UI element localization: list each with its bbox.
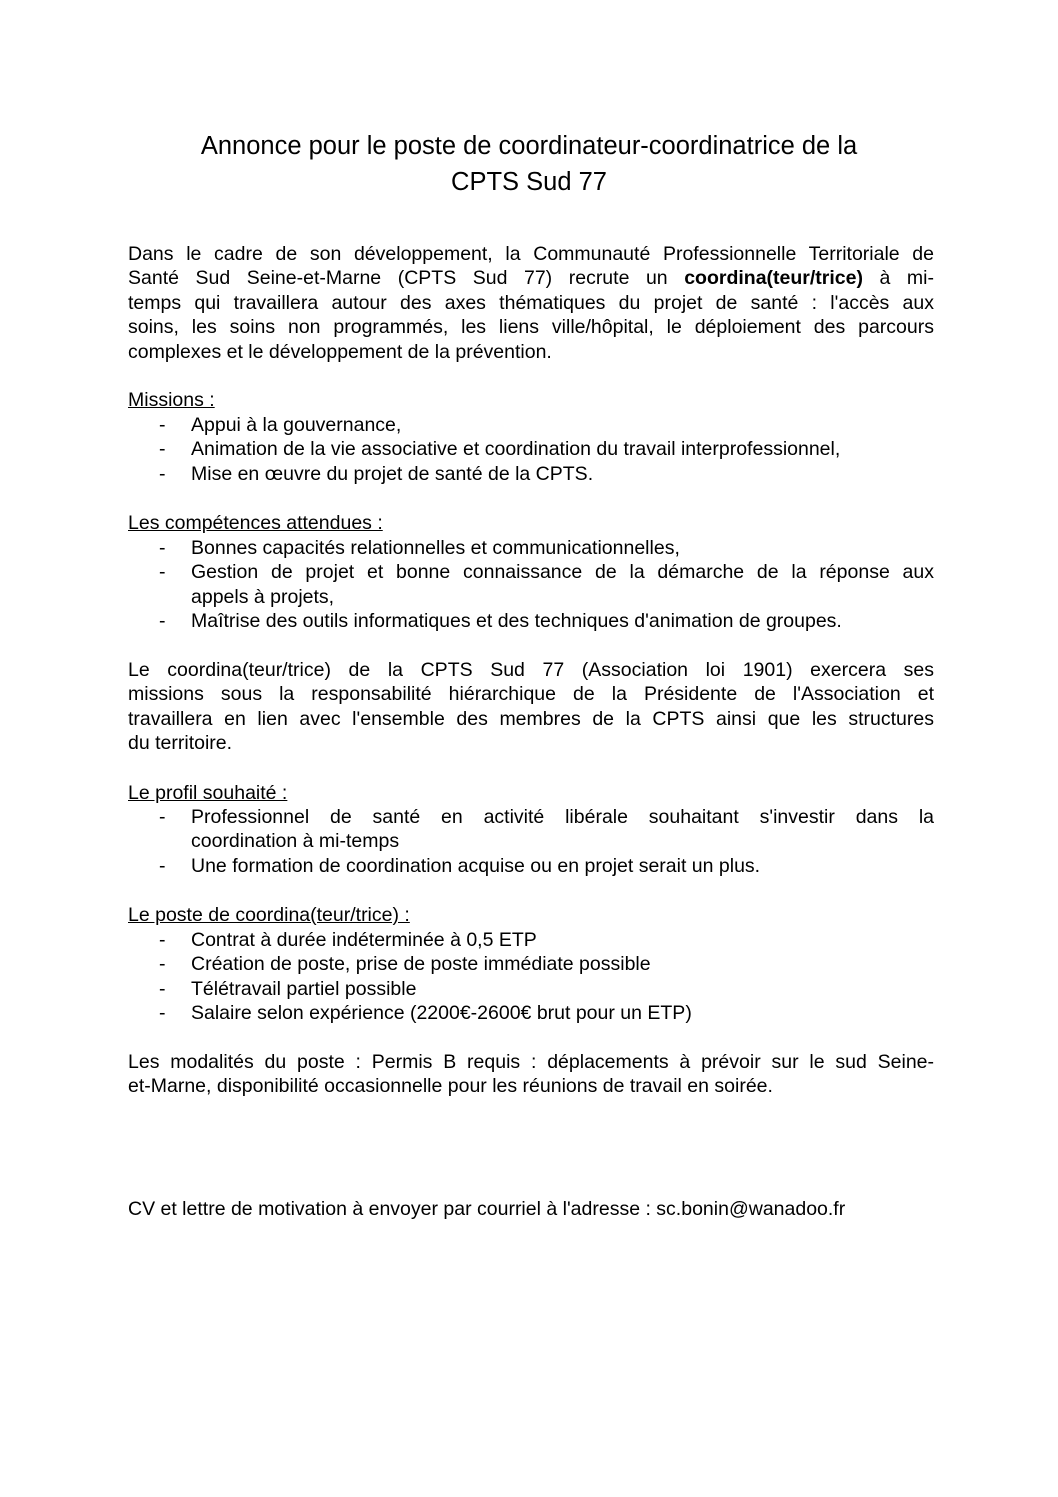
profil-list — [128, 805, 934, 878]
missions-heading: Missions : — [128, 389, 215, 411]
bullet-dash: - — [159, 806, 166, 828]
intro-line-4: soins, les soins non programmés, les liens ville/hôpital, le déploiement des parcours — [128, 316, 934, 339]
list-item: - Professionnel de santé en activité libérale souhaitant s'investir dans la coordination à mi-temps — [159, 806, 934, 853]
list-item: - Mise en œuvre du projet de santé de la CPTS. — [159, 462, 594, 485]
contact-line: CV et lettre de motivation à envoyer par courriel à l'adresse : sc.bonin@wanadoo.fr — [128, 1198, 846, 1220]
intro-paragraph — [128, 242, 934, 364]
association-line-2: missions sous la responsabilité hiérarchique de la Présidente de l'Association et — [128, 683, 934, 706]
list-item: - Appui à la gouvernance, — [159, 414, 402, 436]
association-line-4: du territoire. — [128, 732, 233, 755]
intro-line-3: temps qui travaillera autour des axes thématiques du projet de santé : l'accès aux — [128, 291, 934, 314]
bullet-dash: - — [159, 462, 166, 485]
bullet-dash: - — [159, 977, 166, 1000]
modalites-line-2: et-Marne, disponibilité occasionnelle pour les réunions de travail en soirée. — [128, 1075, 773, 1098]
list-item: - Création de poste, prise de poste immédiate possible — [159, 953, 651, 976]
profil-heading: Le profil souhaité : — [128, 782, 288, 804]
list-item: - Bonnes capacités relationnelles et communicationnelles, — [159, 537, 680, 559]
contact-paragraph — [128, 1197, 934, 1221]
poste-list — [128, 928, 934, 1026]
intro-line-5: complexes et le développement de la prévention. — [128, 340, 552, 363]
page-title — [100, 128, 958, 200]
list-item: - Une formation de coordination acquise ou en projet serait un plus. — [159, 854, 761, 877]
bullet-dash: - — [159, 561, 166, 584]
bullet-dash: - — [159, 610, 166, 633]
bullet-dash: - — [159, 1002, 166, 1025]
intro-line-1: Dans le cadre de son développement, la Communauté Professionnelle Territoriale de — [128, 243, 934, 265]
modalites-line-1: Les modalités du poste : Permis B requis : déplacements à prévoir sur le sud Seine- — [128, 1051, 934, 1073]
bullet-dash: - — [159, 414, 166, 436]
competences-list — [128, 536, 934, 634]
list-item: - Contrat à durée indéterminée à 0,5 ETP — [159, 929, 537, 951]
list-item: - Télétravail partiel possible — [159, 977, 417, 1000]
title-line-2: CPTS Sud 77 — [451, 168, 607, 196]
list-item: - Salaire selon expérience (2200€-2600€ brut pour un ETP) — [159, 1002, 692, 1025]
title-line-1: Annonce pour le poste de coordinateur-coordinatrice de la — [200, 132, 858, 160]
association-line-1: Le coordina(teur/trice) de la CPTS Sud 77 (Association loi 1901) exercera ses — [128, 659, 934, 681]
association-line-3: travaillera en lien avec l'ensemble des membres de la CPTS ainsi que les structures — [128, 707, 934, 730]
bullet-dash: - — [159, 854, 166, 877]
association-paragraph — [128, 658, 934, 756]
list-item: - Animation de la vie associative et coordination du travail interprofessionnel, — [159, 438, 841, 461]
list-item: - Gestion de projet et bonne connaissance de la démarche de la réponse aux appels à projets, — [159, 561, 934, 608]
competences-heading: Les compétences attendues : — [128, 512, 383, 534]
poste-heading: Le poste de coordina(teur/trice) : — [128, 904, 410, 926]
bullet-dash: - — [159, 537, 166, 559]
missions-list — [128, 413, 934, 486]
list-item: - Maîtrise des outils informatiques et des techniques d'animation de groupes. — [159, 610, 842, 633]
bullet-dash: - — [159, 953, 166, 976]
bullet-dash: - — [159, 438, 166, 461]
bullet-dash: - — [159, 929, 166, 951]
job-title-bold: coordina(teur/trice) — [684, 267, 863, 290]
intro-line-2: Santé Sud Seine-et-Marne (CPTS Sud 77) recrute un coordina(teur/trice) à mi- — [128, 267, 934, 290]
modalites-paragraph — [128, 1050, 934, 1099]
